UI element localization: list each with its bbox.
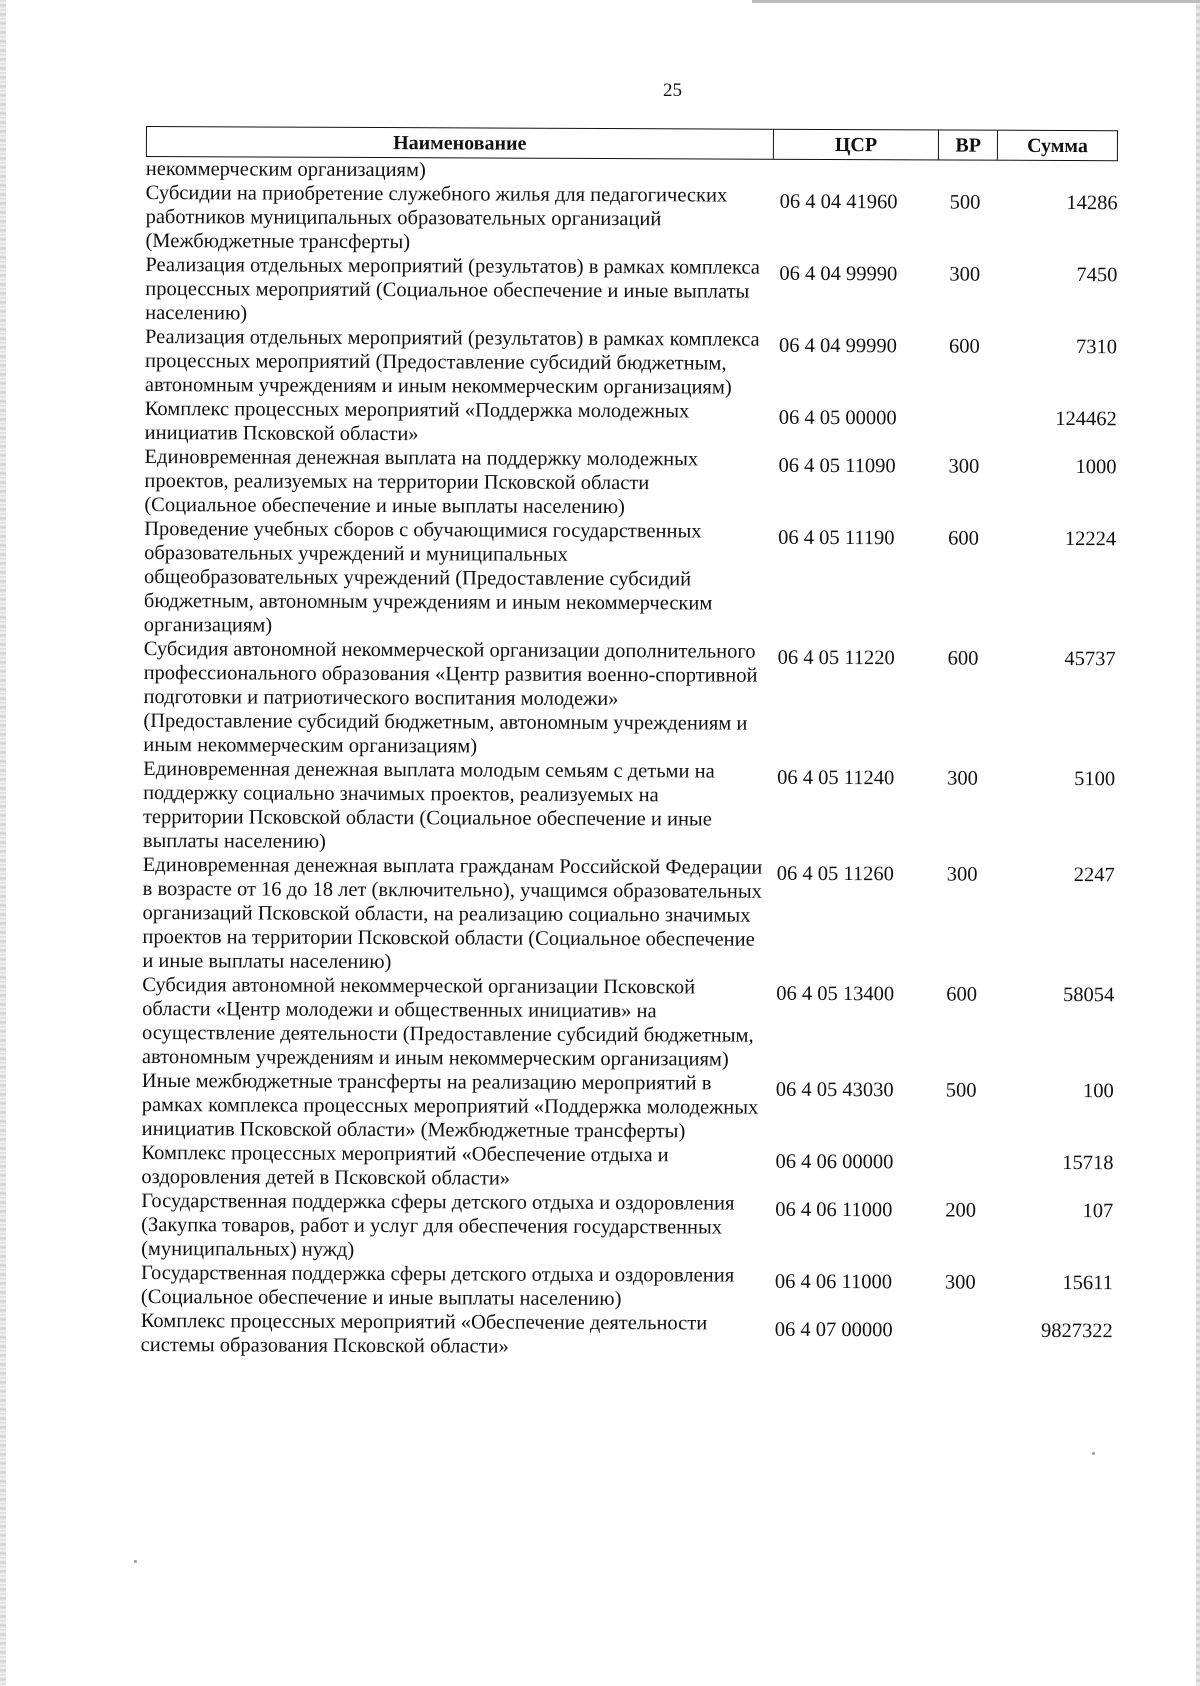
row-name-cell: Государственная поддержка сферы детского отдыха и оздоровления (Социальное обеспечение и иные выплаты населению) (140, 1261, 735, 1311)
row-csr-cell: 06 4 06 00000 (775, 1150, 894, 1174)
table-row (144, 445, 1116, 521)
row-csr-cell: 06 4 05 11090 (778, 454, 896, 478)
scan-speck (1092, 1452, 1095, 1455)
table-row (143, 757, 1115, 857)
row-name-cell: Реализация отдельных мероприятий (результатов) в рамках комплекса процессных мероприятий (Социальное обеспечение и иные выплаты населению) (145, 253, 760, 325)
row-name-cell: Субсидии на приобретение служебного жилья для педагогических работников муниципальных образовательных организаций (Межбюджетные трансферты) (145, 181, 728, 254)
row-name-cell: Государственная поддержка сферы детского отдыха и оздоровления (Закупка товаров, работ и услуг для обеспечения государственных (муниципальных) нужд) (141, 1189, 735, 1261)
table-row (142, 973, 1114, 1073)
row-vr-cell: 600 (946, 983, 978, 1006)
row-sum-cell: 14286 (1066, 192, 1118, 215)
table-row (143, 637, 1116, 761)
row-vr-cell: 600 (947, 647, 979, 670)
column-header-sum: Сумма (1027, 134, 1088, 158)
column-header-name: Наименование (147, 127, 774, 159)
row-sum-cell: 107 (1082, 1200, 1114, 1223)
table-row (141, 1141, 1113, 1193)
row-csr-cell: 06 4 07 00000 (774, 1318, 893, 1342)
row-vr-cell: 500 (945, 1079, 977, 1102)
page-number: 25 (663, 80, 682, 101)
row-sum-cell: 15611 (1062, 1272, 1114, 1295)
row-csr-cell: 06 4 04 41960 (779, 190, 898, 214)
row-sum-cell: 1000 (1075, 456, 1117, 479)
row-name-cell: Комплекс процессных мероприятий «Поддержка молодежных инициатив Псковской области» (144, 397, 690, 446)
row-name-cell: Единовременная денежная выплата молодым семьям с детьми на поддержку социально значимых проектов, реализуемых на территории Псковской области (Социальное обеспечение и иные выплаты населению) (142, 757, 715, 853)
row-name-cell: Субсидия автономной некоммерческой организации Псковской области «Центр молодежи и общественных инициатив» на осуществление деятельности (Предоставление субсидий бюджетным, автономным учреждениям и иным некоммерческим организациям) (141, 973, 754, 1071)
row-csr-cell: 06 4 05 11190 (778, 526, 895, 550)
row-vr-cell: 300 (947, 767, 978, 790)
table-row (141, 1309, 1113, 1361)
table-row (145, 325, 1117, 401)
row-sum-cell: 124462 (1055, 407, 1117, 431)
row-name-cell: Проведение учебных сборов с обучающимися государственных образовательных учреждений и муниципальных общеобразовательных учреждений (Предоставление субсидий бюджетным, автономным учреждениям и иным некоммерческим организациям) (143, 517, 713, 637)
row-vr-cell: 600 (948, 335, 980, 358)
row-name-cell: Реализация отдельных мероприятий (результатов) в рамках комплекса процессных мероприятий (Предоставление субсидий бюджетным, автономным учреждениям и иным некоммерческим организациям) (144, 325, 760, 399)
row-name-cell: Единовременная денежная выплата на поддержку молодежных проектов, реализуемых на территории Псковской области (Социальное обеспечение и иные выплаты населению) (144, 445, 699, 519)
scan-edge-top (752, 0, 1200, 3)
scan-edge-left (0, 0, 6, 1686)
row-vr-cell: 500 (949, 191, 981, 214)
row-csr-cell: 06 4 04 99990 (778, 334, 897, 358)
row-sum-cell: 9827322 (1040, 1319, 1113, 1343)
row-sum-cell: 2247 (1073, 864, 1115, 887)
row-sum-cell (999, 161, 1118, 186)
row-sum-cell: 58054 (1062, 984, 1115, 1007)
row-vr-cell: 200 (945, 1199, 977, 1222)
row-csr-cell: 06 4 05 11220 (777, 646, 895, 670)
row-sum-cell: 12224 (1064, 528, 1117, 551)
row-csr-cell (774, 160, 940, 185)
row-sum-cell: 7310 (1075, 336, 1118, 359)
row-sum-cell: 15718 (1062, 1152, 1114, 1175)
row-sum-cell: 7450 (1076, 264, 1118, 287)
row-name-cell: Иные межбюджетные трансферты на реализацию мероприятий в рамках комплекса процессных мероприятий «Поддержка молодежных инициатив Псковской области» (Межбюджетные трансферты) (141, 1069, 759, 1143)
budget-table (141, 126, 1118, 1361)
row-name-cell: некоммерческим организациям) (145, 157, 426, 182)
row-vr-cell (935, 1312, 994, 1360)
row-name-cell: Субсидия автономной некоммерческой организации дополнительного профессионального образования «Центр развития военно-спортивной подготовки и патриотического воспитания молодежи» (Предоставление субсидий бюджетным, автономным учреждениям и иным некоммерческим организациям) (143, 637, 758, 758)
table-row (141, 1261, 1113, 1313)
scan-speck (134, 1560, 137, 1563)
row-vr-cell: 300 (944, 1271, 976, 1294)
row-csr-cell: 06 4 06 11000 (774, 1270, 893, 1294)
row-name-cell: Комплекс процессных мероприятий «Обеспечение отдыха и оздоровления детей в Псковской области» (141, 1141, 669, 1190)
table-body (141, 157, 1118, 1361)
row-csr-cell: 06 4 05 11240 (777, 766, 895, 790)
row-csr-cell: 06 4 06 11000 (775, 1198, 893, 1222)
column-header-vr: ВР (939, 130, 998, 159)
table-row (142, 1069, 1114, 1145)
row-sum-cell: 100 (1082, 1080, 1114, 1103)
row-sum-cell: 5100 (1074, 768, 1116, 791)
table-row (145, 397, 1117, 449)
table-row (142, 853, 1115, 977)
row-csr-cell: 06 4 05 00000 (778, 406, 897, 430)
table-row (145, 181, 1117, 257)
row-name-cell: Комплекс процессных мероприятий «Обеспечение деятельности системы образования Псковской области» (140, 1309, 708, 1358)
row-csr-cell: 06 4 05 11260 (776, 862, 894, 886)
table-row (141, 1189, 1113, 1265)
row-name-cell: Единовременная денежная выплата гражданам Российской Федерации в возрасте от 16 до 18 лет (включительно), учащимся образовательных организаций Псковской области, на реализацию социально значимых проектов на территории Псковской области (Социальное обеспечение и иные выплаты населению) (142, 853, 763, 974)
row-csr-cell: 06 4 05 13400 (776, 982, 895, 1006)
table-row (145, 253, 1117, 329)
row-vr-cell (935, 1144, 994, 1192)
scan-edge-right (1196, 0, 1200, 1686)
row-csr-cell: 06 4 05 43030 (775, 1078, 894, 1102)
row-vr-cell: 600 (948, 527, 980, 550)
column-header-csr: ЦСР (774, 130, 940, 160)
row-vr-cell: 300 (948, 455, 980, 478)
table-header (146, 126, 1118, 161)
row-vr-cell: 300 (946, 863, 978, 886)
row-vr-cell (939, 400, 998, 448)
row-sum-cell: 45737 (1064, 648, 1116, 671)
row-vr-cell: 300 (949, 263, 981, 286)
table-row (144, 517, 1117, 641)
row-csr-cell: 06 4 04 99990 (779, 262, 898, 286)
row-vr-cell (940, 160, 999, 184)
